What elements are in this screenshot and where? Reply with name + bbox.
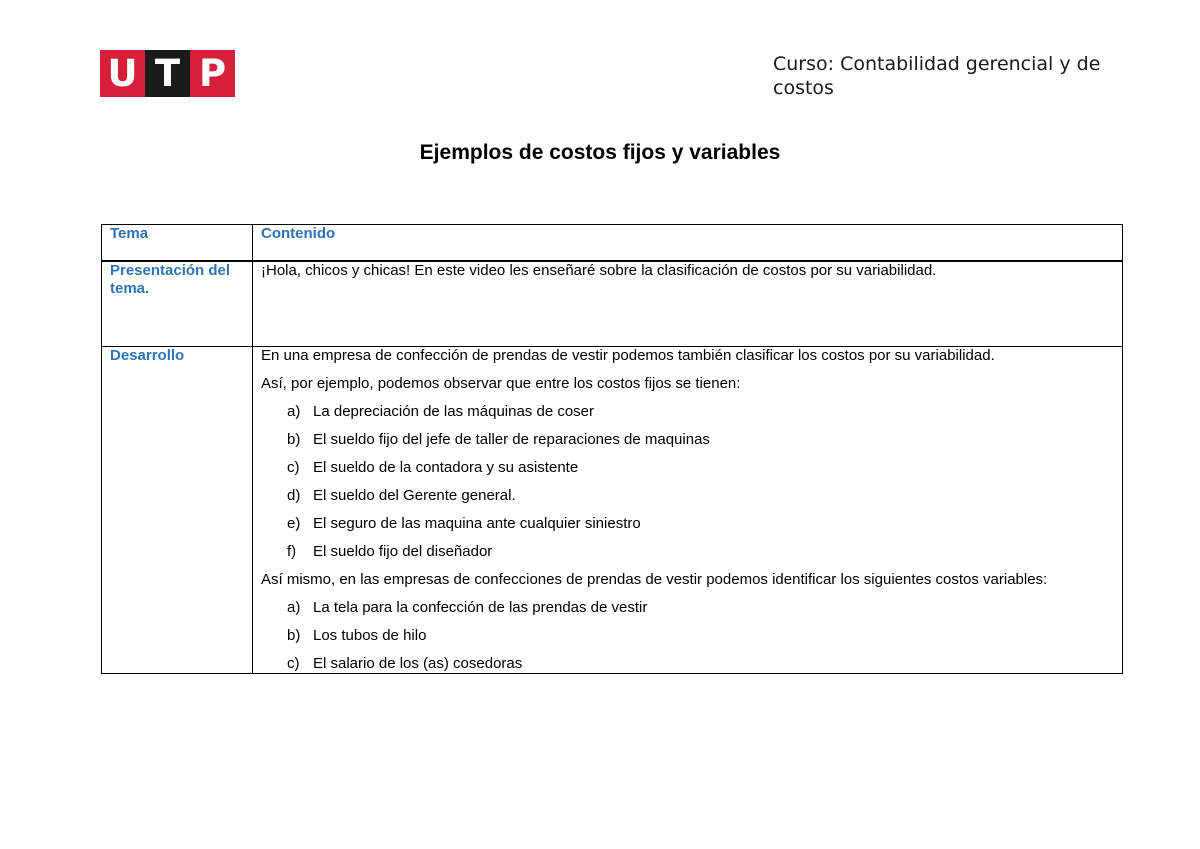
list-marker: a) xyxy=(287,599,301,616)
variables-intro: Así mismo, en las empresas de confecciones de prendas de vestir podemos identificar los siguientes costos variables: xyxy=(261,571,1048,588)
logo-letter-u: U xyxy=(100,50,145,97)
list-item-text: El sueldo fijo del diseñador xyxy=(313,543,493,560)
page-title: Ejemplos de costos fijos y variables xyxy=(419,141,781,164)
content-table xyxy=(101,224,1123,674)
desarrollo-intro: En una empresa de confección de prendas de vestir podemos también clasificar los costos por su variabilidad. xyxy=(261,347,995,364)
table-row-desarrollo xyxy=(102,347,1123,674)
list-marker: b) xyxy=(287,431,301,448)
list-marker: c) xyxy=(287,459,300,476)
row-content-cell xyxy=(253,261,1123,347)
list-item xyxy=(261,515,1114,533)
variables-list xyxy=(261,599,1114,673)
row-content-cell xyxy=(253,347,1123,674)
list-item xyxy=(261,543,1114,561)
list-item xyxy=(261,487,1114,505)
list-marker: c) xyxy=(287,655,300,672)
fijos-list xyxy=(261,403,1114,561)
list-item-text: Los tubos de hilo xyxy=(313,627,427,644)
logo-letter-t: T xyxy=(145,50,190,97)
list-item-text: El salario de los (as) cosedoras xyxy=(313,655,523,672)
list-marker: b) xyxy=(287,627,301,644)
list-marker: e) xyxy=(287,515,301,532)
list-item xyxy=(261,627,1114,645)
row-label-desarrollo: Desarrollo xyxy=(110,347,185,364)
row-label-cell xyxy=(102,347,253,674)
header-cell-tema xyxy=(102,225,253,261)
row-label-cell xyxy=(102,261,253,347)
header-tema-label: Tema xyxy=(110,225,149,242)
list-item-text: La depreciación de las máquinas de coser xyxy=(313,403,595,420)
list-item-text: El sueldo de la contadora y su asistente xyxy=(313,459,579,476)
table-row-presentacion xyxy=(102,261,1123,347)
list-item xyxy=(261,459,1114,477)
list-item xyxy=(261,431,1114,449)
utp-logo xyxy=(100,50,235,97)
fijos-intro: Así, por ejemplo, podemos observar que entre los costos fijos se tienen: xyxy=(261,375,741,392)
list-item-text: La tela para la confección de las prendas de vestir xyxy=(313,599,648,616)
list-item-text: El sueldo del Gerente general. xyxy=(313,487,516,504)
list-item xyxy=(261,655,1114,673)
list-item xyxy=(261,599,1114,617)
logo-letter-p: P xyxy=(190,50,235,97)
list-item-text: El sueldo fijo del jefe de taller de reparaciones de maquinas xyxy=(313,431,710,448)
header-cell-contenido xyxy=(253,225,1123,261)
table-header-row xyxy=(102,225,1123,261)
presentacion-text: ¡Hola, chicos y chicas! En este video les enseñaré sobre la clasificación de costos por su variabilidad. xyxy=(261,261,937,279)
course-label: Curso: Contabilidad gerencial y de costos xyxy=(773,53,1101,99)
list-marker: a) xyxy=(287,403,301,420)
header-contenido-label: Contenido xyxy=(261,225,336,242)
list-item-text: El seguro de las maquina ante cualquier siniestro xyxy=(313,515,641,532)
row-label-presentacion: Presentación del tema. xyxy=(110,261,231,297)
list-marker: f) xyxy=(287,543,297,560)
list-item xyxy=(261,403,1114,421)
list-marker: d) xyxy=(287,487,301,504)
